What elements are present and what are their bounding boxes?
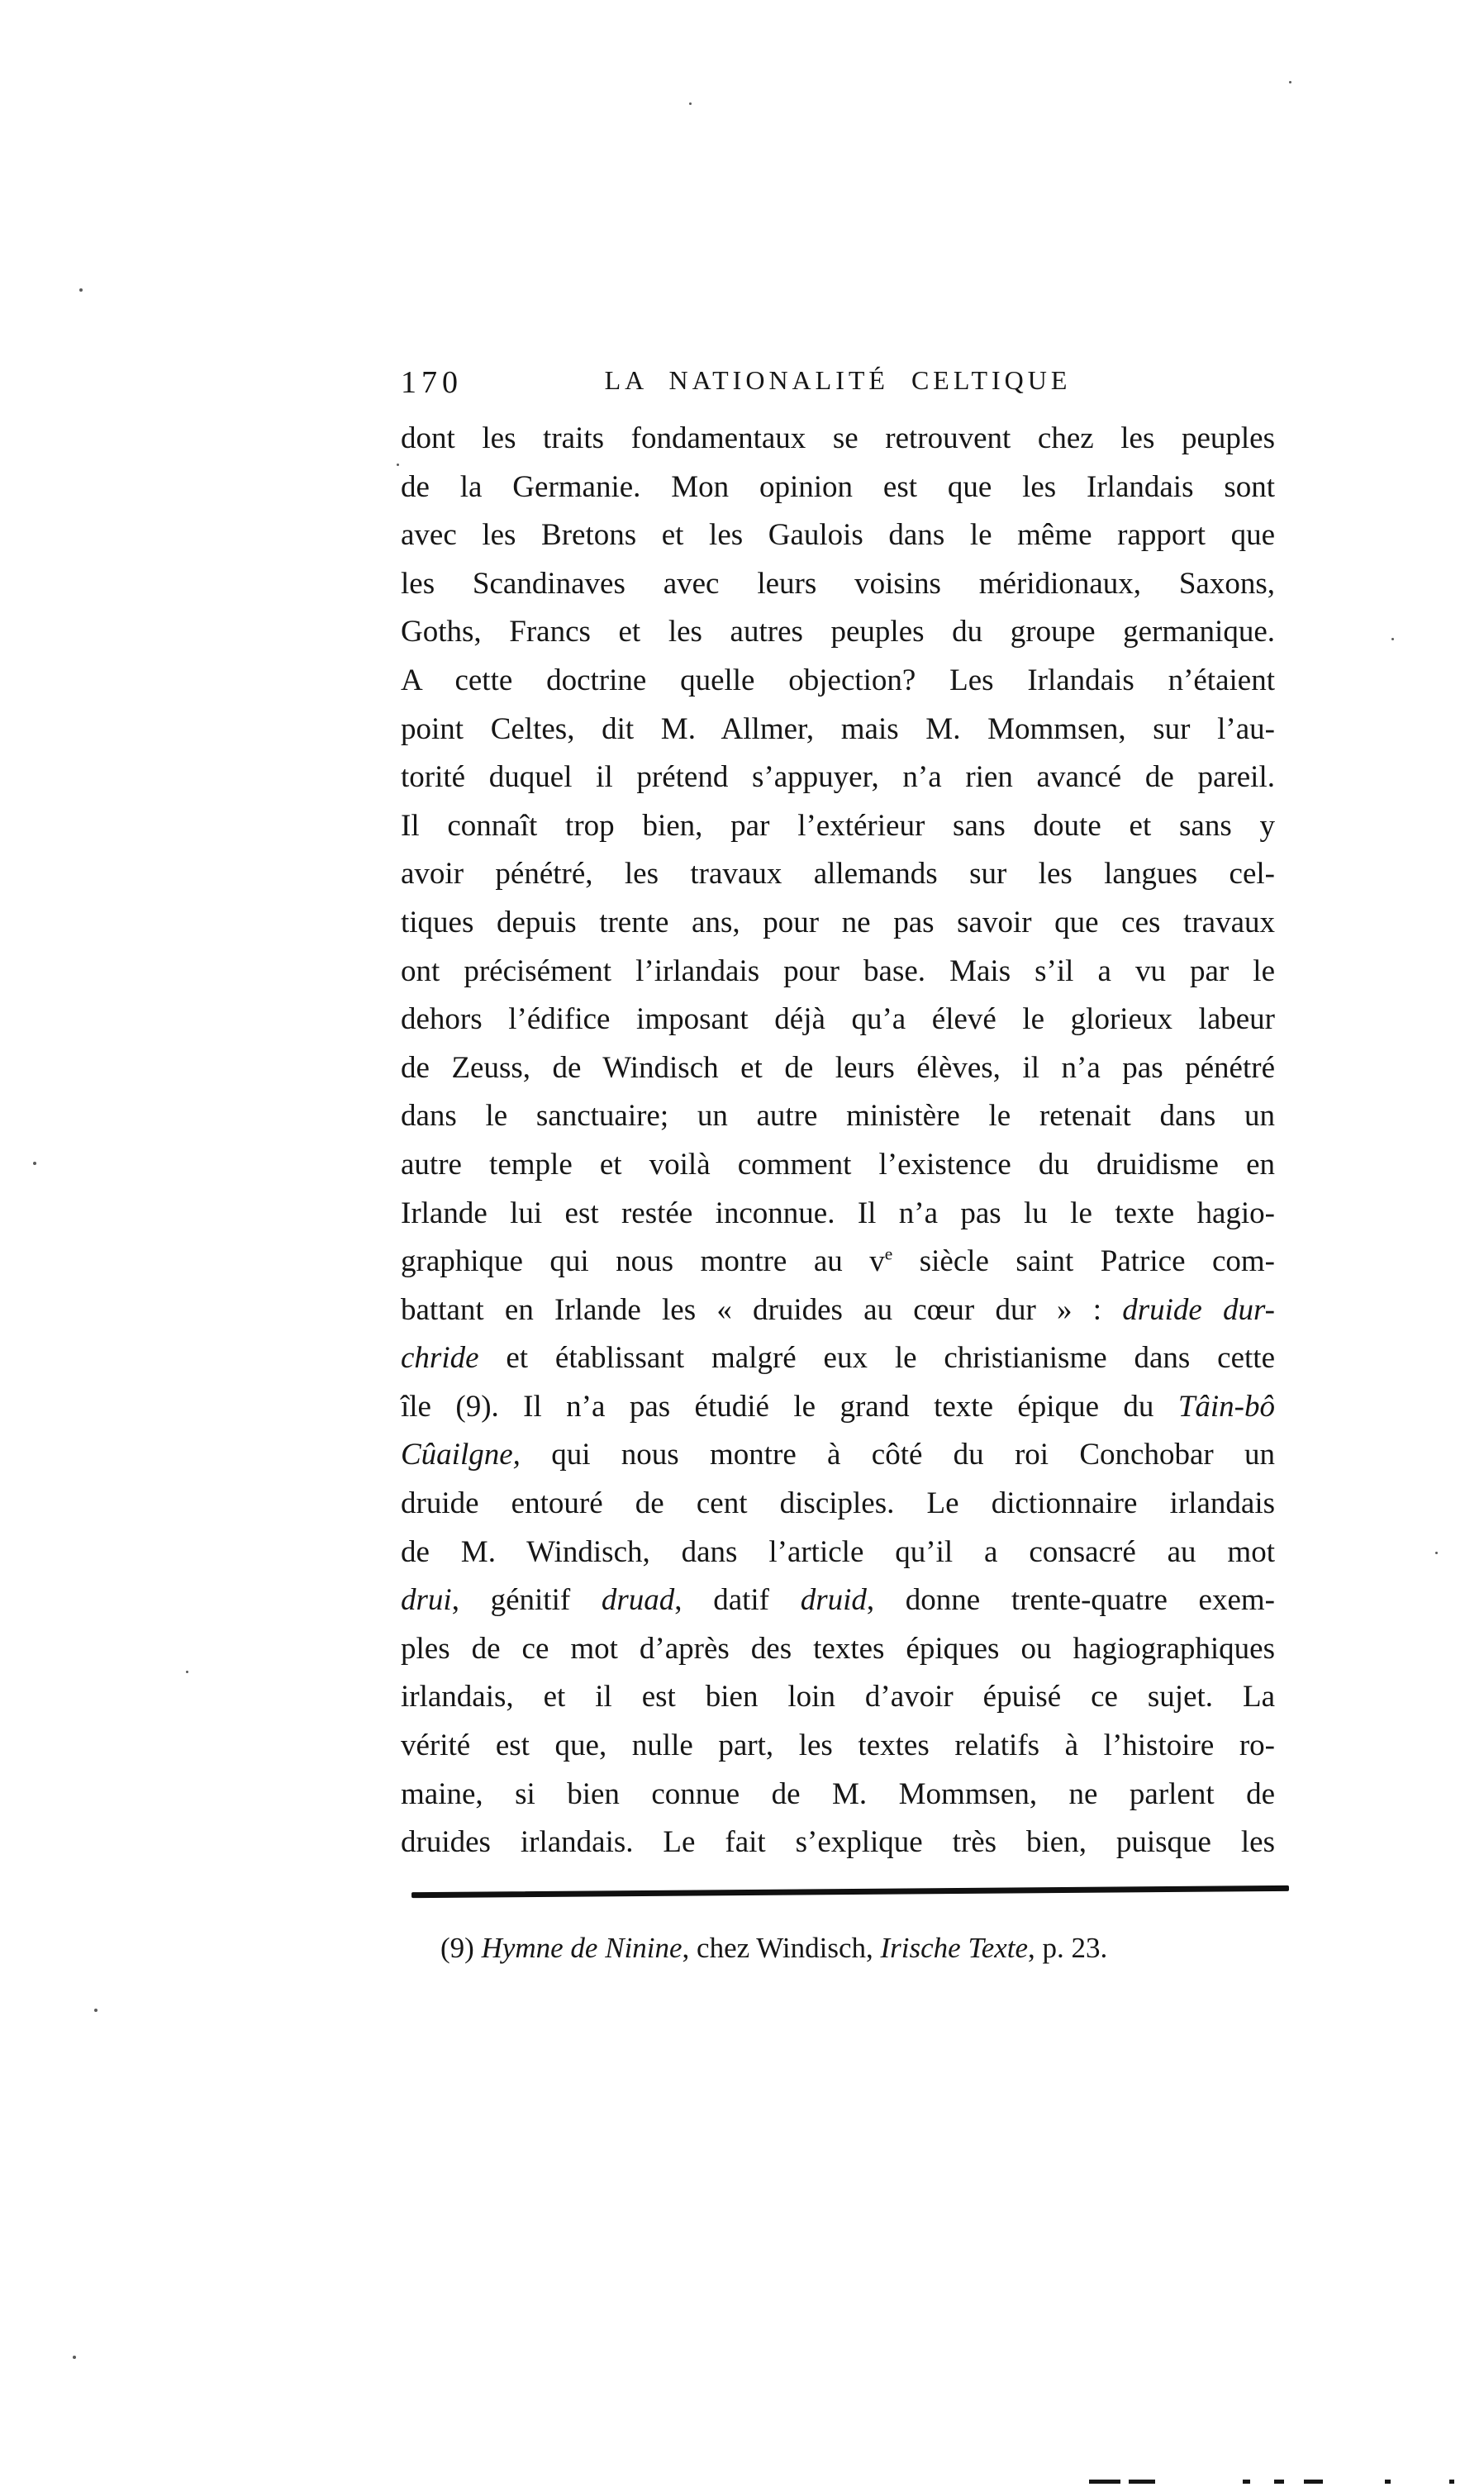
page-number: 170 (401, 365, 463, 400)
text-segment: ont précisément l’irlandais pour base. Mais s’il a vu par le (401, 953, 1275, 988)
text-line (401, 1092, 1275, 1141)
text-line (401, 1190, 1275, 1239)
page-edge-dash (1274, 2480, 1284, 2484)
text-line (401, 464, 1275, 512)
page-header (401, 362, 1275, 400)
text-segment: île (9). Il n’a pas étudié le grand texte épique du (401, 1389, 1178, 1424)
text-line (401, 899, 1275, 948)
text-line (401, 1431, 1275, 1480)
text-line (401, 657, 1275, 706)
text-segment: torité duquel il prétend s’appuyer, n’a rien avancé de pareil. (401, 760, 1275, 795)
text-segment: de la Germanie. Mon opinion est que les Irlandais sont (401, 469, 1275, 504)
text-segment: dehors l’édifice imposant déjà qu’a élevé le glorieux labeur (401, 1002, 1275, 1037)
text-segment: druad (601, 1583, 675, 1618)
text-line (401, 948, 1275, 996)
text-line (401, 1334, 1275, 1383)
text-segment: vérité est que, nulle part, les textes relatifs à l’histoire ro- (401, 1729, 1275, 1763)
text-segment: et établissant malgré eux le christianisme dans cette (478, 1341, 1275, 1376)
paper-speck (689, 102, 692, 105)
page-edge-dash (1449, 2480, 1454, 2484)
text-line (401, 1141, 1275, 1190)
text-segment: drui (401, 1583, 452, 1618)
text-line (401, 1625, 1275, 1674)
text-segment: Tâin-bô (1177, 1389, 1275, 1424)
text-segment: chride (401, 1341, 479, 1376)
text-line (401, 415, 1275, 464)
page-edge-dash (1304, 2480, 1323, 2484)
text-segment: Hymne de Ninine (481, 1932, 683, 1964)
footnote-separator-rule (411, 1885, 1289, 1898)
text-segment: battant en Irlande les « druides au cœur dur » : (401, 1292, 1123, 1327)
text-segment: de M. Windisch, dans l’article qu’il a consacré au mot (401, 1534, 1275, 1569)
text-segment: Irlande lui est restée inconnue. Il n’a pas lu le texte hagio- (401, 1196, 1275, 1230)
text-segment: avec les Bretons et les Gaulois dans le même rapport que (401, 518, 1275, 553)
text-segment: Irische Texte (880, 1932, 1029, 1964)
paper-speck (79, 288, 83, 292)
text-segment: Il connaît trop bien, par l’extérieur sans doute et sans y (401, 808, 1275, 843)
text-segment: dans le sanctuaire; un autre ministère le retenait dans un (401, 1099, 1275, 1134)
text-line (401, 1576, 1275, 1625)
paper-speck (186, 1671, 188, 1673)
text-segment: les Scandinaves avec leurs voisins méridionaux, Saxons, (401, 566, 1275, 601)
text-segment: , p. 23. (1028, 1932, 1108, 1964)
text-line (401, 996, 1275, 1044)
text-segment: Cûailgne, (401, 1438, 521, 1472)
paper-speck (73, 2356, 76, 2359)
text-line (401, 560, 1275, 609)
text-line (401, 1529, 1275, 1577)
running-title: LA NATIONALITÉ CELTIQUE (604, 365, 1072, 395)
text-line (401, 1238, 1275, 1286)
page-edge-dash (1089, 2480, 1120, 2484)
text-line (401, 850, 1275, 899)
text-segment: irlandais, et il est bien loin d’avoir épuisé ce sujet. La (401, 1680, 1275, 1714)
text-segment: tiques depuis trente ans, pour ne pas savoir que ces travaux (401, 905, 1275, 939)
text-line (401, 1722, 1275, 1771)
text-segment: , chez Windisch, (682, 1932, 881, 1964)
text-line (401, 754, 1275, 802)
text-segment: dont les traits fondamentaux se retrouvent chez les peuples (401, 421, 1275, 455)
footnote (440, 1927, 1279, 1970)
page-body-text (401, 415, 1275, 1867)
text-line (401, 1771, 1275, 1819)
page-edge-dash (1129, 2480, 1155, 2484)
text-segment: , donne trente-quatre exem- (866, 1583, 1275, 1618)
text-line (401, 802, 1275, 851)
text-line (401, 608, 1275, 657)
text-line (401, 511, 1275, 560)
text-segment: druide entouré de cent disciples. Le dictionnaire irlandais (401, 1486, 1275, 1521)
text-line (401, 1819, 1275, 1867)
text-segment: (9) (440, 1932, 482, 1964)
paper-speck (1435, 1552, 1438, 1554)
paper-speck (94, 2009, 98, 2012)
text-line (401, 1286, 1275, 1335)
paper-speck (397, 464, 399, 466)
text-segment: druid (800, 1583, 867, 1618)
text-line (401, 1673, 1275, 1722)
page-edge-dash (1385, 2480, 1391, 2484)
text-line (401, 1383, 1275, 1432)
text-segment: ples de ce mot d’après des textes épiques ou hagiographiques (401, 1631, 1275, 1666)
text-segment: druide dur- (1122, 1292, 1275, 1327)
paper-speck (1289, 81, 1291, 83)
text-segment: qui nous montre à côté du roi Conchobar un (520, 1438, 1275, 1472)
text-segment: point Celtes, dit M. Allmer, mais M. Mommsen, sur l’au- (401, 711, 1275, 746)
text-line (401, 1044, 1275, 1093)
paper-speck (33, 1162, 36, 1165)
paper-speck (1391, 638, 1394, 640)
text-segment: Goths, Francs et les autres peuples du groupe germanique. (401, 615, 1275, 649)
text-segment: avoir pénétré, les travaux allemands sur les langues cel- (401, 857, 1275, 892)
text-segment: e (884, 1244, 893, 1264)
text-segment: autre temple et voilà comment l’existence du druidisme en (401, 1147, 1275, 1182)
text-segment: druides irlandais. Le fait s’explique très bien, puisque les (401, 1825, 1275, 1860)
text-segment: siècle saint Patrice com- (892, 1244, 1275, 1279)
text-segment: de Zeuss, de Windisch et de leurs élèves, il n’a pas pénétré (401, 1050, 1275, 1085)
text-segment: graphique qui nous montre au v (401, 1244, 885, 1279)
text-segment: maine, si bien connue de M. Mommsen, ne parlent de (401, 1776, 1275, 1811)
text-segment: A cette doctrine quelle objection? Les Irlandais n’étaient (401, 663, 1275, 697)
page-edge-dash (1243, 2480, 1250, 2484)
text-segment: , datif (674, 1583, 801, 1618)
text-line (401, 706, 1275, 754)
text-line (401, 1480, 1275, 1529)
text-segment: , génitif (451, 1583, 602, 1618)
